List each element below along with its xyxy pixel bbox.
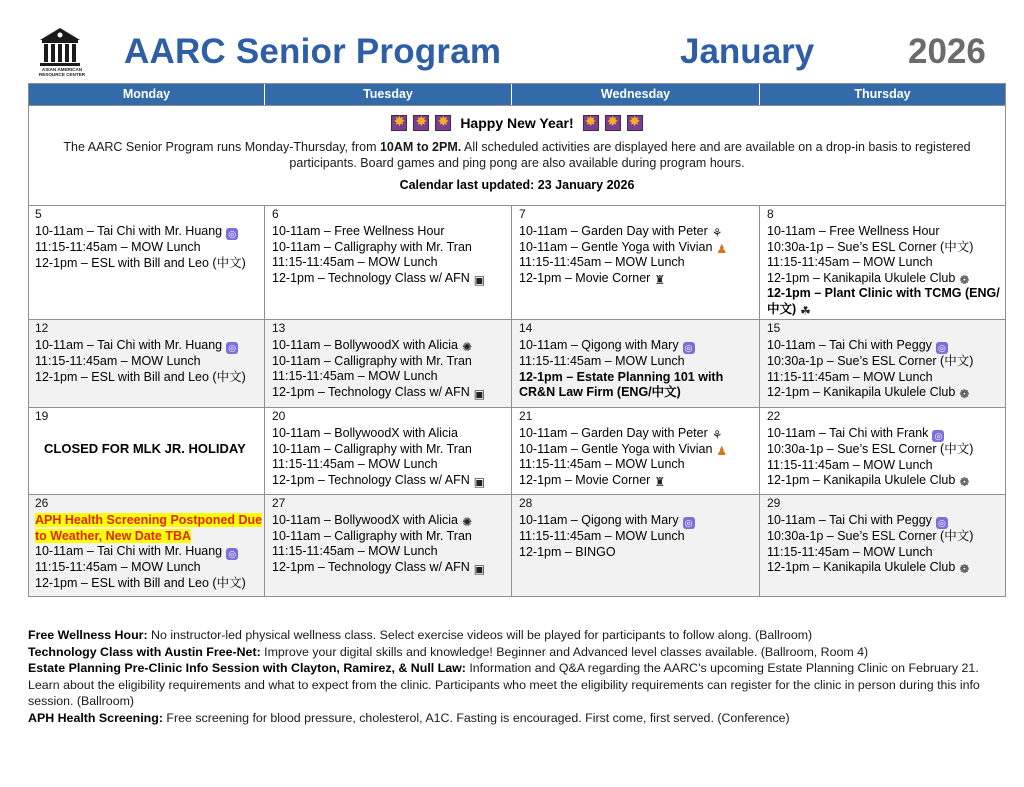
meditation-icon: ◎ bbox=[683, 342, 695, 354]
event-item: 10-11am – BollywoodX with Alicia bbox=[272, 426, 458, 440]
event-item: 10-11am – Tai Chi with Peggy ◎ bbox=[767, 513, 1005, 529]
event-item: 11:15-11:45am – MOW Lunch bbox=[35, 354, 201, 368]
note-item: Free Wellness Hour: No instructor-led physical wellness class. Select exercise videos will be played for participants to follow along. (Ballroom) bbox=[28, 628, 813, 642]
firework-icon bbox=[413, 115, 429, 131]
day-number: 29 bbox=[767, 496, 781, 510]
event-item: 10-11am – Gentle Yoga with Vivian ♟ bbox=[519, 239, 728, 256]
event-item: 12-1pm – ESL with Bill and Leo (中文) bbox=[35, 575, 246, 590]
event-item: 10-11am – Free Wellness Hour bbox=[272, 224, 445, 238]
event-item: 10-11am – Tai Chi with Mr. Huang ◎ bbox=[35, 544, 264, 560]
weekday-header bbox=[29, 84, 1005, 105]
event-item: 11:15-11:45am – MOW Lunch bbox=[767, 457, 933, 472]
weekday-monday: Monday bbox=[29, 84, 265, 105]
day-cell bbox=[760, 408, 1005, 494]
event-item: 11:15-11:45am – MOW Lunch bbox=[767, 255, 933, 269]
event-item: 12-1pm – BINGO bbox=[519, 544, 616, 559]
day-number: 20 bbox=[272, 409, 286, 423]
event-item: 12-1pm – Movie Corner ♜ bbox=[519, 270, 666, 287]
event-item: 11:15-11:45am – MOW Lunch bbox=[272, 369, 438, 383]
day-number: 28 bbox=[519, 496, 533, 510]
meditation-icon: ◎ bbox=[936, 342, 948, 354]
week-row bbox=[29, 407, 1005, 494]
event-item: 11:15-11:45am – MOW Lunch bbox=[272, 544, 438, 558]
ukulele-icon: ❁ bbox=[959, 272, 970, 287]
event-item: 12-1pm – Technology Class w/ AFN ▣ bbox=[272, 559, 486, 576]
weekday-thursday: Thursday bbox=[854, 87, 911, 101]
meditation-icon: ◎ bbox=[226, 548, 238, 560]
greeting-text: Happy New Year! bbox=[460, 115, 574, 131]
meditation-icon: ◎ bbox=[226, 342, 238, 354]
day-cell bbox=[512, 320, 760, 407]
event-item: 11:15-11:45am – MOW Lunch bbox=[35, 240, 201, 254]
day-number: 26 bbox=[35, 496, 49, 510]
holiday-closure: CLOSED FOR MLK JR. HOLIDAY bbox=[44, 441, 246, 456]
weekday-tuesday: Tuesday bbox=[265, 84, 512, 105]
event-item: 10-11am – Calligraphy with Mr. Tran bbox=[272, 239, 472, 254]
month-label: January bbox=[680, 32, 815, 71]
day-number: 5 bbox=[35, 207, 42, 221]
day-cell bbox=[29, 408, 265, 494]
day-cell bbox=[760, 206, 1005, 319]
aarc-logo bbox=[32, 26, 88, 82]
program-description bbox=[41, 139, 993, 171]
day-cell bbox=[265, 408, 512, 494]
program-hours: 10AM to 2PM. bbox=[379, 140, 462, 154]
day-cell bbox=[29, 206, 265, 319]
day-cell bbox=[29, 495, 265, 596]
day-cell bbox=[512, 495, 760, 596]
week-row bbox=[29, 494, 1005, 596]
event-item: 10-11am – Tai Chi with Mr. Huang ◎ bbox=[35, 224, 264, 240]
event-item: 12-1pm – Kanikapila Ukulele Club ❁ bbox=[767, 560, 970, 576]
postponement-notice bbox=[35, 513, 264, 544]
firework-icon bbox=[583, 115, 599, 131]
calendar bbox=[28, 83, 1006, 597]
event-item: 10:30a-1p – Sue’s ESL Corner (中文) bbox=[767, 529, 974, 543]
firework-icon bbox=[391, 115, 407, 131]
greeting-row bbox=[29, 115, 1005, 131]
page-title: AARC Senior Program bbox=[124, 32, 502, 71]
event-item: 11:15-11:45am – MOW Lunch bbox=[519, 255, 685, 269]
last-updated: Calendar last updated: 23 January 2026 bbox=[399, 178, 635, 192]
laptop-icon: ▣ bbox=[473, 474, 486, 489]
event-item: 12-1pm – Kanikapila Ukulele Club ❁ bbox=[767, 385, 970, 401]
event-item: 10-11am – Tai Chi with Mr. Huang ◎ bbox=[35, 338, 264, 354]
week-row bbox=[29, 319, 1005, 407]
day-number: 8 bbox=[767, 207, 774, 221]
note-item: Technology Class with Austin Free-Net: Improve your digital skills and knowledge! Beginner and Advanced level classes available. (Ballroom, Room 4) bbox=[28, 644, 869, 659]
page-header bbox=[28, 24, 1006, 82]
event-item: 11:15-11:45am – MOW Lunch bbox=[767, 544, 933, 559]
event-item: 11:15-11:45am – MOW Lunch bbox=[519, 354, 685, 368]
event-item: 10-11am – Qigong with Mary ◎ bbox=[519, 513, 759, 529]
day-cell bbox=[265, 320, 512, 407]
building-icon bbox=[32, 26, 88, 68]
event-item: 11:15-11:45am – MOW Lunch bbox=[272, 255, 438, 269]
event-item: 10:30a-1p – Sue’s ESL Corner (中文) bbox=[767, 239, 974, 254]
ukulele-icon: ❁ bbox=[959, 562, 970, 576]
plant-icon: ⚘ bbox=[711, 428, 723, 442]
firework-icon bbox=[435, 115, 451, 131]
event-item: 12-1pm – ESL with Bill and Leo (中文) bbox=[35, 255, 246, 270]
event-item: 11:15-11:45am – MOW Lunch bbox=[519, 529, 685, 543]
day-number: 12 bbox=[35, 321, 49, 335]
event-item: 10:30a-1p – Sue’s ESL Corner (中文) bbox=[767, 354, 974, 368]
logo-text: ASIAN AMERICAN RESOURCE CENTER bbox=[38, 67, 86, 77]
meditation-icon: ◎ bbox=[226, 228, 238, 240]
note-item: APH Health Screening: Free screening for blood pressure, cholesterol, A1C. Fasting is encouraged. First come, first served. (Conference) bbox=[28, 710, 790, 725]
leaf-icon: ☘ bbox=[800, 303, 811, 318]
meditation-icon: ◎ bbox=[683, 517, 695, 529]
event-item: 10-11am – Free Wellness Hour bbox=[767, 224, 940, 238]
plant-icon: ⚘ bbox=[711, 226, 723, 240]
day-number: 14 bbox=[519, 321, 533, 335]
firework-icon bbox=[627, 115, 643, 131]
event-item: 10-11am – Garden Day with Peter ⚘ bbox=[519, 426, 723, 442]
desc-text: The AARC Senior Program runs Monday-Thursday, from bbox=[63, 140, 380, 154]
day-cell bbox=[29, 320, 265, 407]
event-item: 12-1pm – Estate Planning 101 with CR&N Law Firm (ENG/中文) bbox=[519, 369, 724, 399]
event-item: 10-11am – Calligraphy with Mr. Tran bbox=[272, 441, 472, 456]
event-item: 12-1pm – Technology Class w/ AFN ▣ bbox=[272, 384, 486, 401]
firework-icon bbox=[605, 115, 621, 131]
intro-banner bbox=[29, 105, 1005, 205]
laptop-icon: ▣ bbox=[473, 386, 486, 401]
day-number: 19 bbox=[35, 409, 49, 423]
event-item: 10-11am – Tai Chi with Frank ◎ bbox=[767, 426, 1005, 442]
event-item: 10:30a-1p – Sue’s ESL Corner (中文) bbox=[767, 442, 974, 456]
year-label: 2026 bbox=[908, 32, 986, 71]
day-number: 13 bbox=[272, 321, 286, 335]
event-item: 12-1pm – ESL with Bill and Leo (中文) bbox=[35, 369, 246, 384]
yoga-icon: ♟ bbox=[716, 443, 728, 458]
event-item: 11:15-11:45am – MOW Lunch bbox=[519, 457, 685, 471]
ukulele-icon: ❁ bbox=[959, 387, 970, 401]
event-item: 10-11am – BollywoodX with Alicia ✺ bbox=[272, 338, 473, 354]
day-number: 21 bbox=[519, 409, 533, 423]
event-item: 10-11am – BollywoodX with Alicia ✺ bbox=[272, 513, 473, 529]
meditation-icon: ◎ bbox=[932, 430, 944, 442]
event-item: 12-1pm – Plant Clinic with TCMG (ENG/中文) ☘ bbox=[767, 286, 1000, 318]
day-cell bbox=[265, 495, 512, 596]
day-cell bbox=[760, 320, 1005, 407]
event-item: 11:15-11:45am – MOW Lunch bbox=[767, 369, 933, 384]
laptop-icon: ▣ bbox=[473, 561, 486, 576]
meditation-icon: ◎ bbox=[936, 517, 948, 529]
dance-icon: ✺ bbox=[461, 515, 473, 529]
day-number: 7 bbox=[519, 207, 526, 221]
notice-text: APH Health Screening Postponed Due to Weather, New Date TBA bbox=[35, 513, 263, 543]
event-item: 10-11am – Gentle Yoga with Vivian ♟ bbox=[519, 441, 728, 458]
week-row bbox=[29, 205, 1005, 319]
day-cell bbox=[265, 206, 512, 319]
dance-icon: ✺ bbox=[461, 340, 473, 354]
event-item: 10-11am – Calligraphy with Mr. Tran bbox=[272, 353, 472, 368]
event-item: 12-1pm – Technology Class w/ AFN ▣ bbox=[272, 270, 486, 287]
event-item: 12-1pm – Movie Corner ♜ bbox=[519, 472, 666, 489]
day-cell bbox=[512, 206, 760, 319]
event-item: 11:15-11:45am – MOW Lunch bbox=[35, 560, 201, 574]
day-cell bbox=[512, 408, 760, 494]
yoga-icon: ♟ bbox=[716, 241, 728, 256]
weekday-wednesday: Wednesday bbox=[512, 84, 760, 105]
event-item: 10-11am – Calligraphy with Mr. Tran bbox=[272, 528, 472, 543]
day-cell bbox=[760, 495, 1005, 596]
event-item: 12-1pm – Technology Class w/ AFN ▣ bbox=[272, 472, 486, 489]
event-item: 12-1pm – Kanikapila Ukulele Club ❁ bbox=[767, 473, 970, 489]
event-item: 12-1pm – Kanikapila Ukulele Club ❁ bbox=[767, 270, 970, 287]
day-number: 27 bbox=[272, 496, 286, 510]
event-item: 10-11am – Qigong with Mary ◎ bbox=[519, 338, 759, 354]
program-notes bbox=[28, 627, 998, 726]
event-item: 10-11am – Tai Chi with Peggy ◎ bbox=[767, 338, 1005, 354]
day-number: 15 bbox=[767, 321, 781, 335]
popcorn-icon: ♜ bbox=[654, 272, 666, 287]
day-number: 6 bbox=[272, 207, 279, 221]
event-item: 10-11am – Garden Day with Peter ⚘ bbox=[519, 224, 723, 240]
event-item: 11:15-11:45am – MOW Lunch bbox=[272, 457, 438, 471]
popcorn-icon: ♜ bbox=[654, 474, 666, 489]
ukulele-icon: ❁ bbox=[959, 475, 970, 489]
desc-text-continued: All scheduled activities are displayed here and are available on a drop-in basis to registered participants. Board games and ping pong are also available during program hours. bbox=[289, 140, 971, 170]
day-number: 22 bbox=[767, 409, 781, 423]
note-item: Estate Planning Pre-Clinic Info Session with Clayton, Ramirez, & Null Law: Information and Q&A regarding the AARC’s upcoming Estate Planning Clinic on February 21. Learn about the eligibility requirements and what to expect from the clinic. Participants who meet the eligibility requirements can register for the clinic in person during this info session. (Ballroom) bbox=[28, 661, 980, 708]
laptop-icon: ▣ bbox=[473, 272, 486, 287]
